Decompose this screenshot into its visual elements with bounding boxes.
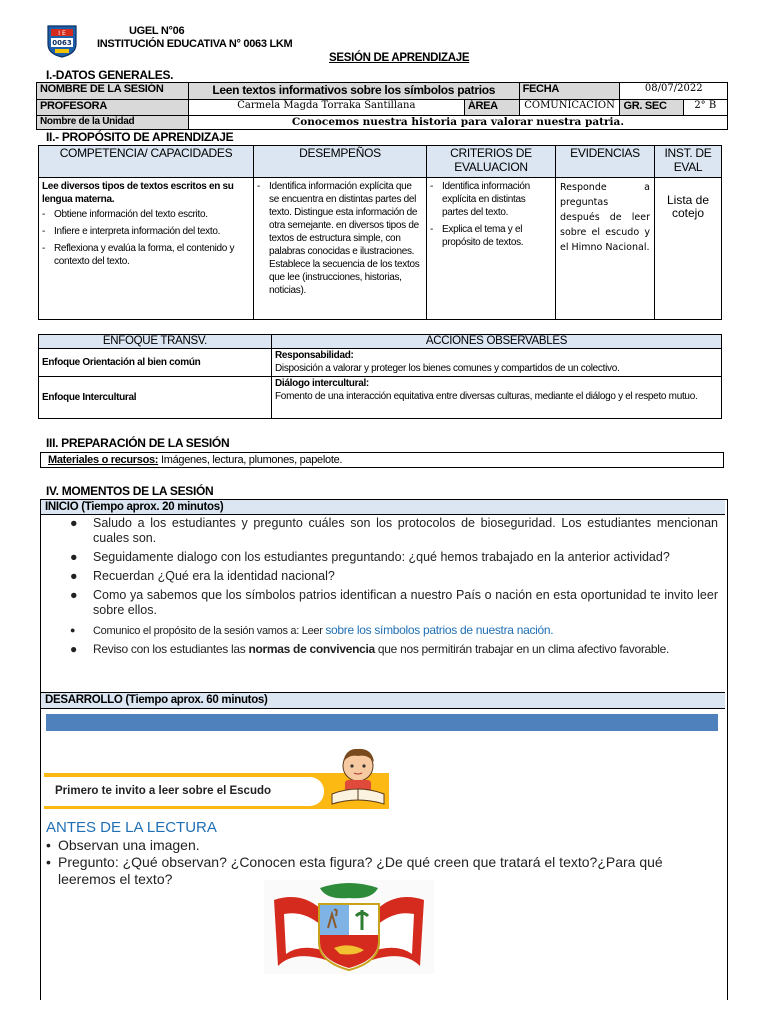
unit-label: Nombre de la Unidad [37,116,189,130]
antes-item-text: Pregunto: ¿Qué observan? ¿Conocen esta figura? ¿De qué creen que tratará el texto?¿Para qué leeremos el texto? [58,854,663,887]
teacher-label: PROFESORA [37,100,189,116]
reviso-text: Reviso con los estudiantes las [93,642,249,656]
section4-heading: IV. MOMENTOS DE LA SESIÓN [46,484,214,498]
acciones-header: ACCIONES OBSERVABLES [272,335,722,349]
inicio-item-text: Seguidamente dialogo con los estudiantes preguntando: ¿qué hemos trabajado en la anterior actividad? [93,550,670,564]
evidencias-text: Responde a preguntas después de leer sobre el escudo y el Himno Nacional. [556,178,655,320]
desarrollo-label: DESARROLLO (Tiempo aprox. 60 minutos) [41,692,725,709]
grade-label: GR. SEC [620,100,683,116]
capacidad-item: - Reflexiona y evalúa la forma, el contenido y contexto del texto. [42,242,250,268]
area-value: COMUNICACION [519,100,620,116]
accent-bar [46,714,718,731]
list-item: ● Reviso con los estudiantes las normas de convivencia que nos permitirán trabajar en un clima afectivo favorable. [70,642,670,656]
materials-value: Imágenes, lectura, plumones, papelote. [158,454,343,466]
enfoque-value-text: Fomento de una interacción equitativa entre diversas culturas, mediante el diálogo y el respeto mutuo. [275,391,698,402]
inicio-list [70,516,718,656]
comunico-purpose: sobre los símbolos patrios de nuestra nación. [325,623,554,637]
session-name-value: Leen textos informativos sobre los símbolos patrios [188,83,519,100]
capacidad-item: - Infiere e interpreta información del texto. [42,225,250,238]
area-label: ÁREA [464,100,519,116]
materials-label: Materiales o recursos: [48,454,159,466]
list-item: ● Como ya sabemos que los símbolos patrios identifican a nuestro País o nación en esta oportunidad te invito leer sobre ellos. [70,588,718,617]
antes-title: ANTES DE LA LECTURA [46,819,217,836]
reviso-text-end: que nos permitirán trabajar en un clima afectivo favorable. [374,642,670,656]
list-item: ● Seguidamente dialogo con los estudiantes preguntando: ¿qué hemos trabajado en la anterior actividad? [70,550,670,564]
teacher-value: Carmela Magda Torraka Santillana [188,100,464,116]
enfoque-value-title: Diálogo intercultural: [275,378,369,389]
enfoque-value-text: Disposición a valorar y proteger los bienes comunes y compartidos de un colectivo. [275,363,620,374]
general-data-table [36,82,728,130]
page-title: SESIÓN DE APRENDIZAJE [329,52,470,64]
section3-heading: III. PREPARACIÓN DE LA SESIÓN [46,436,230,450]
ugel-label: UGEL N°06 [129,25,185,37]
comunico-text: Comunico el propósito de la sesión vamos a: Leer [93,625,326,637]
purpose-table [38,145,722,320]
school-logo [46,24,78,58]
col-competencia: COMPETENCIA/ CAPACIDADES [39,146,254,178]
grade-value: 2° B [683,100,727,116]
date-value: 08/07/2022 [620,83,728,100]
col-evidencias: EVIDENCIAS [556,146,655,178]
enfoque-value-title: Responsabilidad: [275,350,354,361]
enfoque-table [38,334,722,419]
criterio-item: - Identifica información explícita en distintas partes del texto. [430,180,552,219]
list-item: ● Recuerdan ¿Qué era la identidad nacional? [70,569,335,583]
institution-name: INSTITUCIÓN EDUCATIVA N° 0063 LKM [97,38,293,50]
materials-box [40,452,724,468]
col-instrumento: INST. DE EVAL [655,146,722,178]
antes-item-text: Observan una imagen. [58,837,200,853]
col-criterios: CRITERIOS DE EVALUACION [427,146,556,178]
list-item: ● Saludo a los estudiantes y pregunto cuáles son los protocolos de bioseguridad. Los estudiantes mencionan cuales son. [70,516,718,545]
col-desempenos: DESEMPEÑOS [254,146,427,178]
banner-text: Primero te invito a leer sobre el Escudo [55,785,272,797]
list-item: • Observan una imagen. [46,837,200,853]
inicio-item-text: Saludo a los estudiantes y pregunto cuáles son los protocolos de bioseguridad. Los estudiantes mencionan cuales son. [93,516,718,545]
enfoque-header: ENFOQUE TRANSV. [39,335,272,349]
reviso-norms: normas de convivencia [248,642,375,656]
session-name-label: NOMBRE DE LA SESIÓN [37,83,189,100]
reading-boy-icon [322,742,394,814]
inicio-label: INICIO (Tiempo aprox. 20 minutos) [41,500,725,515]
peru-coat-of-arms-image [264,880,434,974]
svg-text:I E: I E [58,30,66,37]
inicio-item-text: Como ya sabemos que los símbolos patrios identifican a nuestro País o nación en esta oportunidad te invito leer sobre ellos. [93,588,718,617]
competencia-title: Lee diversos tipos de textos escritos en su lengua materna. [42,181,234,205]
section2-heading: II.- PROPÓSITO DE APRENDIZAJE [46,130,234,144]
instrumento-text: Lista de cotejo [655,178,722,320]
date-label: FECHA [519,83,620,100]
enfoque-name: Enfoque Intercultural [39,377,272,419]
criterio-item: - Explica el tema y el propósito de textos. [430,223,552,249]
desempeno-item: - Identifica información explícita que se encuentra en distintas partes del texto. Distingue esta información de otra semejante. en diversos tipos de textos de estructura simple, con palabras conocidas e ilustraciones. Establece la secuencia de los textos que lee (instrucciones, historias, noticias). [257,180,423,297]
list-item: ● Comunico el propósito de la sesión vamos a: Leer sobre los símbolos patrios de nuestra nación. [70,623,554,637]
inicio-item-text: Recuerdan ¿Qué era la identidad nacional? [93,569,335,583]
svg-text:0063: 0063 [52,39,72,47]
unit-value: Conocemos nuestra historia para valorar nuestra patria. [188,116,727,130]
list-item: • Pregunto: ¿Qué observan? ¿Conocen esta figura? ¿De qué creen que tratará el texto?¿Para qué leeremos el texto? [46,854,663,887]
capacidad-item: - Obtiene información del texto escrito. [42,208,250,221]
section1-heading: I.-DATOS GENERALES. [46,68,174,82]
enfoque-name: Enfoque Orientación al bien común [39,349,272,377]
